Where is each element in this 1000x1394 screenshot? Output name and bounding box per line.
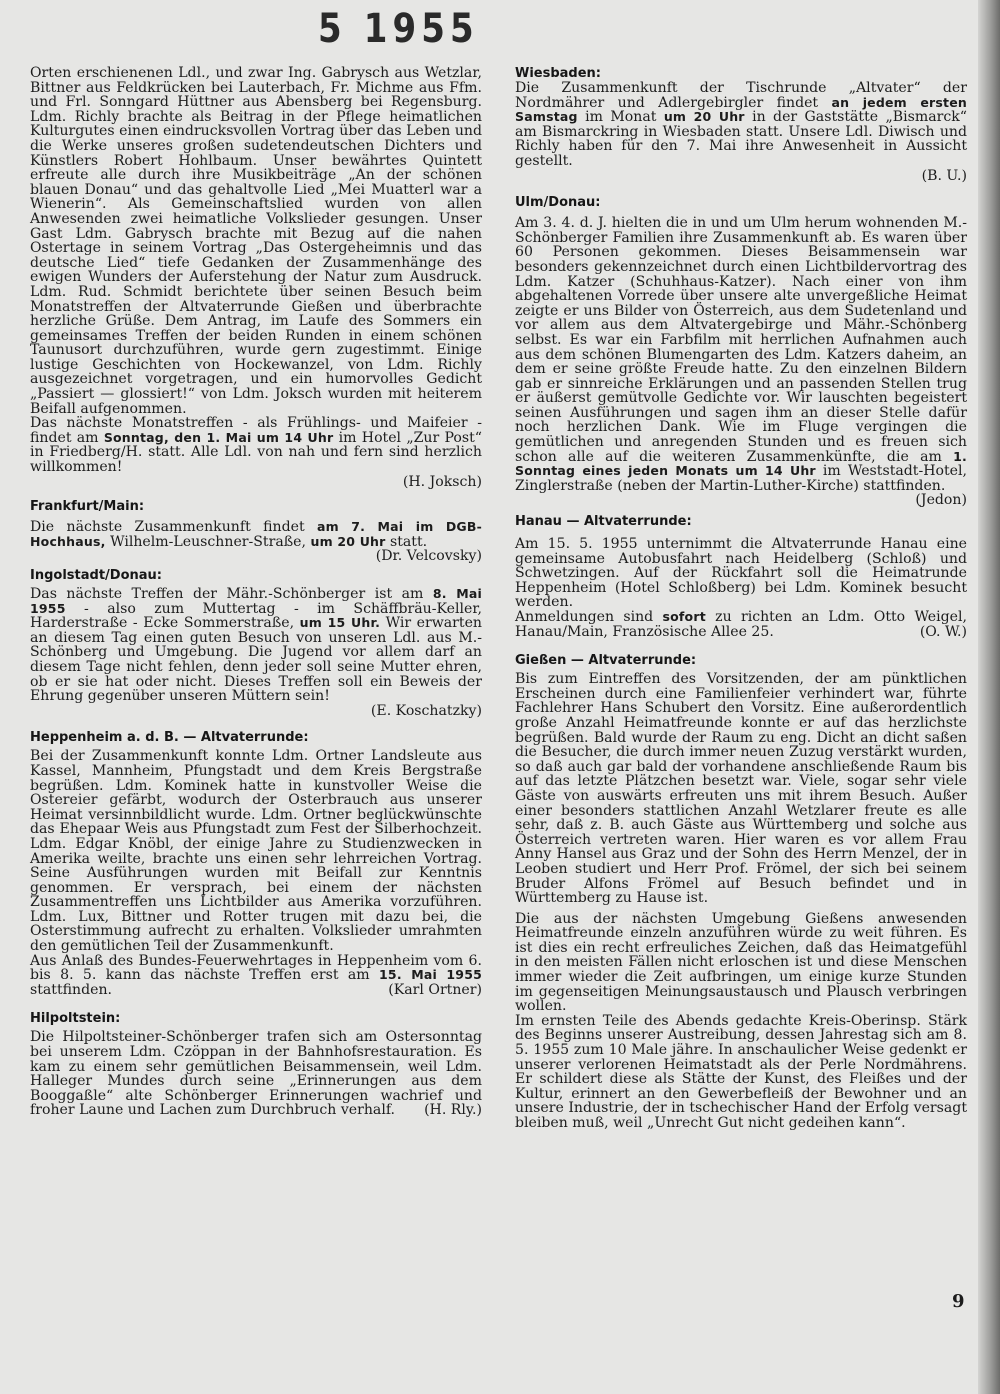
ulm-text: Am 3. 4. d. J. hielten die in und um Ulm herum wohnenden M.-Schönberger Familien ihre Zusammenkunft ab. Es waren über 60 Personen gekommen. Dieses Beisammensein war besonders gekennzeichnet durch einen Lichtbildervortrag des Ldm. Katzer (Schuhhaus-Katzer). Nach einer von ihm abgehaltenen Vorrede über unsere alte unvergeßliche Heimat zeigte er uns Bilder von Österreich, aus dem Sudetenland und vor allem aus dem Altvatergebirge und Mähr.-Schönberg selbst. Es war ein Farbfilm mit herrlichen Aufnahmen auch aus dem schönen Blumengarten des Ldm. Katzers daheim, an dem er seine größte Freude hatte. Zu den einzelnen Bildern gab er sinnreiche Erklärungen und an passenden Stellen trug er äußerst gemütvolle Gedichte vor. Wir lauschten begeistert seinen Ausführungen und sagen ihm an dieser Stelle dafür noch herzlichen Dank. Wie im Fluge vergingen die gemütlichen und anregenden Stunden und es freuen sich schon alle auf die weiteren Zusammenkünfte, die am 1. Sonntag eines jeden Monats um 14 Uhr im Weststadt-Hotel, Zinglerstraße (neben der Martin-Luther-Kirche) stattfinden. (Jedon)	[515, 215, 968, 509]
intro-announcement: Das nächste Monatstreffen - als Frühlings- und Maifeier - findet am Sonntag, den 1. Mai um 14 Uhr im Hotel „Zur Post“ in Friedberg/H. statt. Alle Ldl. von nah und fern sind herzlich willkommen! (H. Joksch)	[30, 415, 482, 490]
signature: (O. W.)	[919, 623, 967, 640]
section-heading-frankfurt: Frankfurt/Main:	[30, 499, 145, 515]
ingolstadt-text: Das nächste Treffen der Mähr.-Schönberger ist am 8. Mai 1955 - also zum Muttertag - im Schäffbräu-Keller, Harderstraße - Ecke Sommerstraße, um 15 Uhr. Wir erwarten an diesem Tag einen guten Besuch von unseren Ldl. aus M.-Schönberg und Umgebung. Die Jugend vor allem darf an diesem Tage nicht fehlen, denn jeder soll seine Mutter ehren, ob er sie hat oder nicht. Dieses Treffen soll ein Beweis der Ehrung gegenüber unseren Müttern sein! (E. Koschatzky)	[30, 586, 483, 719]
section-heading-heppenheim: Heppenheim a. d. B. — Altvaterrunde:	[30, 730, 309, 746]
signature: (Jedon)	[915, 492, 967, 509]
wiesbaden-text: Die Zusammenkunft der Tischrunde „Altvater“ der Nordmährer und Adlergebirgler findet an jedem ersten Samstag im Monat um 20 Uhr in der Gaststätte „Bismarck“ am Bismarckring in Wiesbaden statt. Unsere Ldl. Diwisch und Richly haben für den 7. Mai ihre Anwesenheit in Aussicht gestellt. (B. U.)	[515, 80, 968, 184]
hilpoltstein-text: Die Hilpoltsteiner-Schönberger trafen sich am Ostersonntag bei unserem Ldm. Czöppan in der Bahnhofsrestauration. Es kam zu einem sehr gemütlichen Beisammensein, weil Ldm. Halleger Mundes durch seine „Erinnerungen aus dem Booggaßle“ alte Schönberger Erinnerungen wachrief und froher Laune und Lachen zum Durchbruch verhalf. (H. Rly.)	[30, 1029, 482, 1119]
signature: (E. Koschatzky)	[370, 702, 482, 719]
left-column	[30, 66, 482, 1118]
hanau-text: Am 15. 5. 1955 unternimmt die Altvaterrunde Hanau eine gemeinsame Autobusfahrt nach Heidelberg (Schloß) und Schwetzingen. Auf der Rückfahrt soll die Heimatrunde Heppenheim (Hotel Schloßberg) bei Ldm. Kominek besucht werden.	[515, 536, 967, 611]
signature: (Dr. Velcovsky)	[375, 548, 482, 565]
page-number: 9	[952, 1291, 965, 1312]
page-edge-shadow	[978, 0, 1000, 1394]
section-heading-hanau: Hanau — Altvaterrunde:	[515, 514, 692, 530]
signature: (H. Joksch)	[402, 473, 482, 490]
issue-header: 5 1955	[318, 6, 479, 52]
giessen-paragraph-2: Die aus der nächsten Umgebung Gießens anwesenden Heimatfreunde einzeln anzuführen würde zu weit führen. Es ist dies ein recht erfreuliches Zeichen, daß das Heimatgefühl in den meisten Fällen nicht erloschen ist und diese Menschen immer wieder die Zeit aufbringen, um einige kurze Stunden im gegenseitigen Meinungsaustausch und Plausch verbringen wollen.	[515, 910, 967, 1015]
signature: (H. Rly.)	[424, 1102, 482, 1119]
signature: (B. U.)	[921, 167, 967, 184]
heppenheim-text: Bei der Zusammenkunft konnte Ldm. Ortner Landsleute aus Kassel, Mannheim, Pfungstadt und dem Kreis Bergstraße begrüßen. Ldm. Kominek hatte in kunstvoller Weise die Ostereier gefärbt, wodurch der Osterbrauch aus unserer Heimat versinnbildlicht wurde. Ldm. Ortner beglückwünschte das Ehepaar Weis aus Pfungstadt zum Fest der Silberhochzeit. Ldm. Edgar Knöbl, der einige Jahre zu Studienzwecken in Amerika weilte, brachte uns einen sehr lehrreichen Vortrag. Seine Ausführungen wurden mit Beifall zur Kenntnis genommen. Er versprach, bei einem der nächsten Zusammentreffen uns Lichtbilder aus Amerika vorzuführen. Ldm. Lux, Bittner und Rotter trugen mit dazu bei, die Osterstimmung aufrecht zu erhalten. Volkslieder umrahmten den gemütlichen Teil der Zusammenkunft.	[30, 748, 482, 955]
section-heading-hilpoltstein: Hilpoltstein:	[30, 1011, 121, 1027]
intro-paragraph: Orten erschienenen Ldl., und zwar Ing. Gabrysch aus Wetzlar, Bittner aus Feldkrücken bei Lauterbach, Fr. Michme aus Ffm. und Frl. Sonngard Hüttner aus Abensberg bei Regensburg. Ldm. Richly brachte als Beitrag in der Pflege heimatlichen Kulturgutes einen eindrucksvollen Vortrag über das Leben und die Werke unseres großen sudetendeutschen Dichters und Künstlers Robert Hohlbaum. Unser bewährtes Quintett erfreute alle durch ihre Musikbeiträge „An der schönen blauen Donau“ und das gehaltvolle Lied „Mei Muatterl war a Wienerin“. Als Gemeinschaftslied wurden von allen Anwesenden zwei heimatliche Volkslieder gesungen. Unser Gast Ldm. Gabrysch brachte mit Bezug auf die nahen Ostertage in seinem Vortrag „Das Ostergeheimnis und das deutsche Lied“ tiefe Gedanken der Zusammenhänge des ewigen Wunders der Auferstehung der Natur zum Ausdruck. Ldm. Rud. Schmidt berichtete über seinen Besuch beim Monatstreffen der Altvaterrunde Gießen und überbrachte herzliche Grüße. Dem Antrag, im Laufe des Sommers ein gemeinsames Treffen der beiden Runden in einem schönen Taunusort durchzuführen, wurde gern zugestimmt. Einige lustige Geschichten von Hockewanzel, von Ldm. Richly ausgezeichnet vorgetragen, und ein humorvolles Gedicht „Passiert — glossiert!“ von Ldm. Joksch wurden mit heiterem Beifall aufgenommen.	[30, 65, 482, 417]
section-heading-ingolstadt: Ingolstadt/Donau:	[30, 568, 162, 583]
heppenheim-announcement: Aus Anlaß des Bundes-Feuerwehrtages in Heppenheim vom 6. bis 8. 5. kann das nächste Treffen erst am 15. Mai 1955 stattfinden. (Karl Ortner)	[30, 952, 482, 998]
signature: (Karl Ortner)	[388, 981, 482, 998]
giessen-paragraph-3: Im ernsten Teile des Abends gedachte Kreis-Oberinsp. Stärk des Beginns unserer Austreibung, dessen Jahrestag sich am 8. 5. 1955 zum 10 Male jähre. In anschaulicher Weise gedenkt er unserer verlorenen Heimatstadt als der Perle Nordmährens. Er schildert diese als Stätte der Kunst, des Fleißes und der Kultur, erinnert an den Gewerbefleiß der Bewohner und an unsere Industrie, der in tschechischer Hand der Erfolg versagt bleiben muß, weil „Unrecht Gut nicht gedeihen kann“.	[515, 1012, 967, 1131]
section-heading-ulm: Ulm/Donau:	[515, 195, 601, 211]
date-highlight: Sonntag, den 1. Mai um 14 Uhr	[103, 429, 334, 445]
hanau-registration: Anmeldungen sind sofort zu richten an Ldm. Otto Weigel, Hanau/Main, Französische Allee 25. (O. W.)	[515, 609, 967, 640]
section-heading-giessen: Gießen — Altvaterrunde:	[515, 653, 697, 669]
right-column	[515, 66, 967, 1131]
giessen-paragraph-1: Bis zum Eintreffen des Vorsitzenden, der am pünktlichen Erscheinen durch eine Familienfeier verhindert war, führte Fachlehrer Hans Schubert den Vorsitz. Eine außerordentlich große Anzahl Heimatfreunde konnte er auf das herzlichste begrüßen. Bald wurde der Raum zu eng. Dicht an dicht saßen die Besucher, die durch immer neuen Zuzug verstärkt wurden, so daß auch gar bald der vorhandene anschließende Raum bis auf das letzte Plätzchen besetzt war. Viele, sogar sehr viele Gäste von auswärts erfreuten uns mit ihrem Besuch. Außer einer besonders stattlichen Anzahl Wetzlarer freute es alle sehr, daß z. B. auch Gäste aus Württemberg und solche aus Österreich vertreten waren. Hier waren es vor allem Frau Anny Hansel aus Graz und der Sohn des Herrn Menzel, der in Leoben studiert und Herr Prof. Frömel, der sich bei seinem Bruder Alfons Frömel auf Besuch befindet und in Württemberg zu Hause ist.	[515, 671, 967, 907]
section-heading-wiesbaden: Wiesbaden:	[515, 66, 602, 81]
frankfurt-text: Die nächste Zusammenkunft findet am 7. Mai im DGB-Hochhaus, Wilhelm-Leuschner-Straße, um 20 Uhr statt. (Dr. Velcovsky)	[30, 519, 482, 565]
